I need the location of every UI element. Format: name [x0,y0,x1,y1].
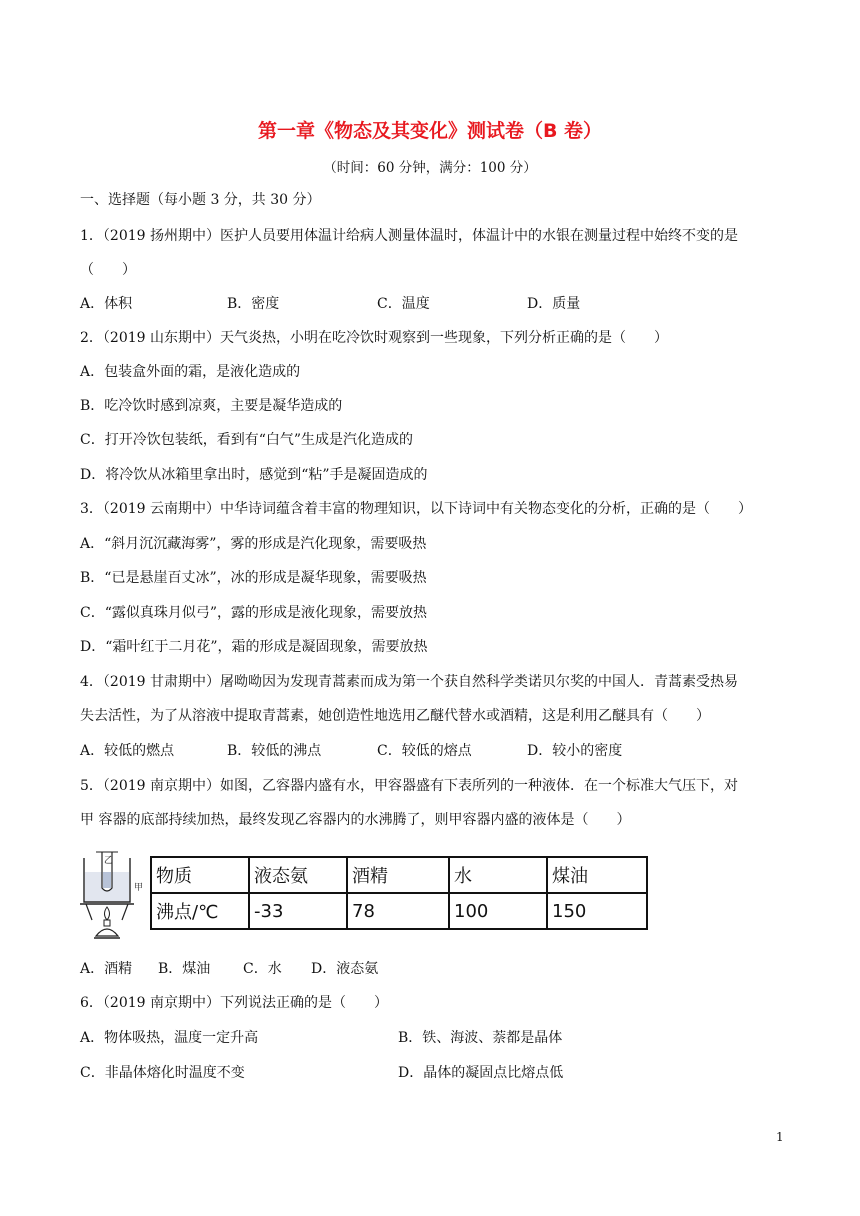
question-5-option-a: A．酒精 [80,961,133,977]
question-5-option-c: C．水 [243,961,282,977]
page-title: 第一章《物态及其变化》测试卷（B 卷） [257,120,603,142]
exam-info: （时间：60 分钟，满分：100 分） [323,160,537,176]
table-row [151,857,647,893]
question-1-option-c: C．温度 [377,296,430,312]
question-4-option-d: D．较小的密度 [527,743,623,759]
section-heading: 一、选择题（每小题 3 分，共 30 分） [80,192,321,208]
question-1-option-a: A．体积 [80,296,133,312]
question-1-stem: 1．（2019 扬州期中）医护人员要用体温计给病人测量体温时，体温计中的水银在测量过程中始终不变的是 [80,228,738,244]
question-3-stem: 3．（2019 云南期中）中华诗词蕴含着丰富的物理知识，以下诗词中有关物态变化的分析，正确的是（ ） [80,501,752,517]
table-cell: 煤油 [547,857,647,893]
question-6-option-c: C．非晶体熔化时温度不变 [80,1065,245,1081]
alcohol-lamp [96,929,118,936]
table-cell: -33 [249,893,347,929]
question-6-stem: 6．（2019 南京期中）下列说法正确的是（ ） [80,995,388,1011]
question-2-option-b: B．吃冷饮时感到凉爽，主要是凝华造成的 [80,398,343,414]
question-2-option-c: C．打开冷饮包装纸，看到有“白气”生成是汽化造成的 [80,432,414,448]
question-3-option-c: C．“露似真珠月似弓”，露的形成是液化现象，需要放热 [80,605,428,621]
question-2-stem: 2．（2019 山东期中）天气炎热，小明在吃冷饮时观察到一些现象，下列分析正确的是（ ） [80,330,668,346]
question-2-option-d: D．将冷饮从冰箱里拿出时，感觉到“粘”手是凝固造成的 [80,467,428,483]
question-3-option-d: D．“霜叶红于二月花”，霜的形成是凝固现象，需要放热 [80,639,428,655]
question-5-option-b: B．煤油 [158,961,211,977]
label-yi: 乙 [104,856,114,866]
question-4-stem-continued: 失去活性，为了从溶液中提取青蒿素，她创造性地选用乙醚代替水或酒精，这是利用乙醚具有（ ） [80,708,710,724]
table-cell: 150 [547,893,647,929]
question-5-stem-continued: 甲 容器的底部持续加热，最终发现乙容器内的水沸腾了，则甲容器内盛的液体是（ ） [80,812,631,828]
question-5-option-d: D．液态氨 [311,961,379,977]
flame [105,907,110,920]
question-4-stem: 4．（2019 甘肃期中）屠呦呦因为发现青蒿素而成为第一个获自然科学类诺贝尔奖的中国人．青蒿素受热易 [80,674,738,690]
question-1-option-d: D．质量 [527,296,581,312]
question-6-option-a: A．物体吸热，温度一定升高 [80,1030,259,1046]
table-cell: 78 [347,893,449,929]
table-cell: 水 [449,857,547,893]
question-4-option-a: A．较低的燃点 [80,743,175,759]
question-3-option-a: A．“斜月沉沉藏海雾”，雾的形成是汽化现象，需要吸热 [80,536,427,552]
table-cell: 100 [449,893,547,929]
question-6-option-d: D．晶体的凝固点比熔点低 [398,1065,564,1081]
question-4-option-c: C．较低的熔点 [377,743,472,759]
table-cell: 物质 [151,857,249,893]
question-3-option-b: B．“已是悬崖百丈冰”，冰的形成是凝华现象，需要吸热 [80,570,427,586]
question-5-stem: 5．（2019 南京期中）如图，乙容器内盛有水，甲容器盛有下表所列的一种液体．在一个标准大气压下，对 [80,778,738,794]
question-1-option-b: B．密度 [227,296,280,312]
heating-apparatus-figure [78,850,150,946]
question-6-option-b: B．铁、海波、萘都是晶体 [398,1030,563,1046]
question-2-option-a: A．包装盒外面的霜，是液化造成的 [80,364,301,380]
question-4-option-b: B．较低的沸点 [227,743,322,759]
table-cell: 液态氨 [249,857,347,893]
table-cell: 沸点/℃ [151,893,249,929]
label-jia: 甲 [134,883,144,893]
boiling-point-table [150,856,648,930]
table-row [151,893,647,929]
table-cell: 酒精 [347,857,449,893]
question-1-bracket: （ ） [80,262,136,278]
page-number: 1 [776,1130,784,1144]
